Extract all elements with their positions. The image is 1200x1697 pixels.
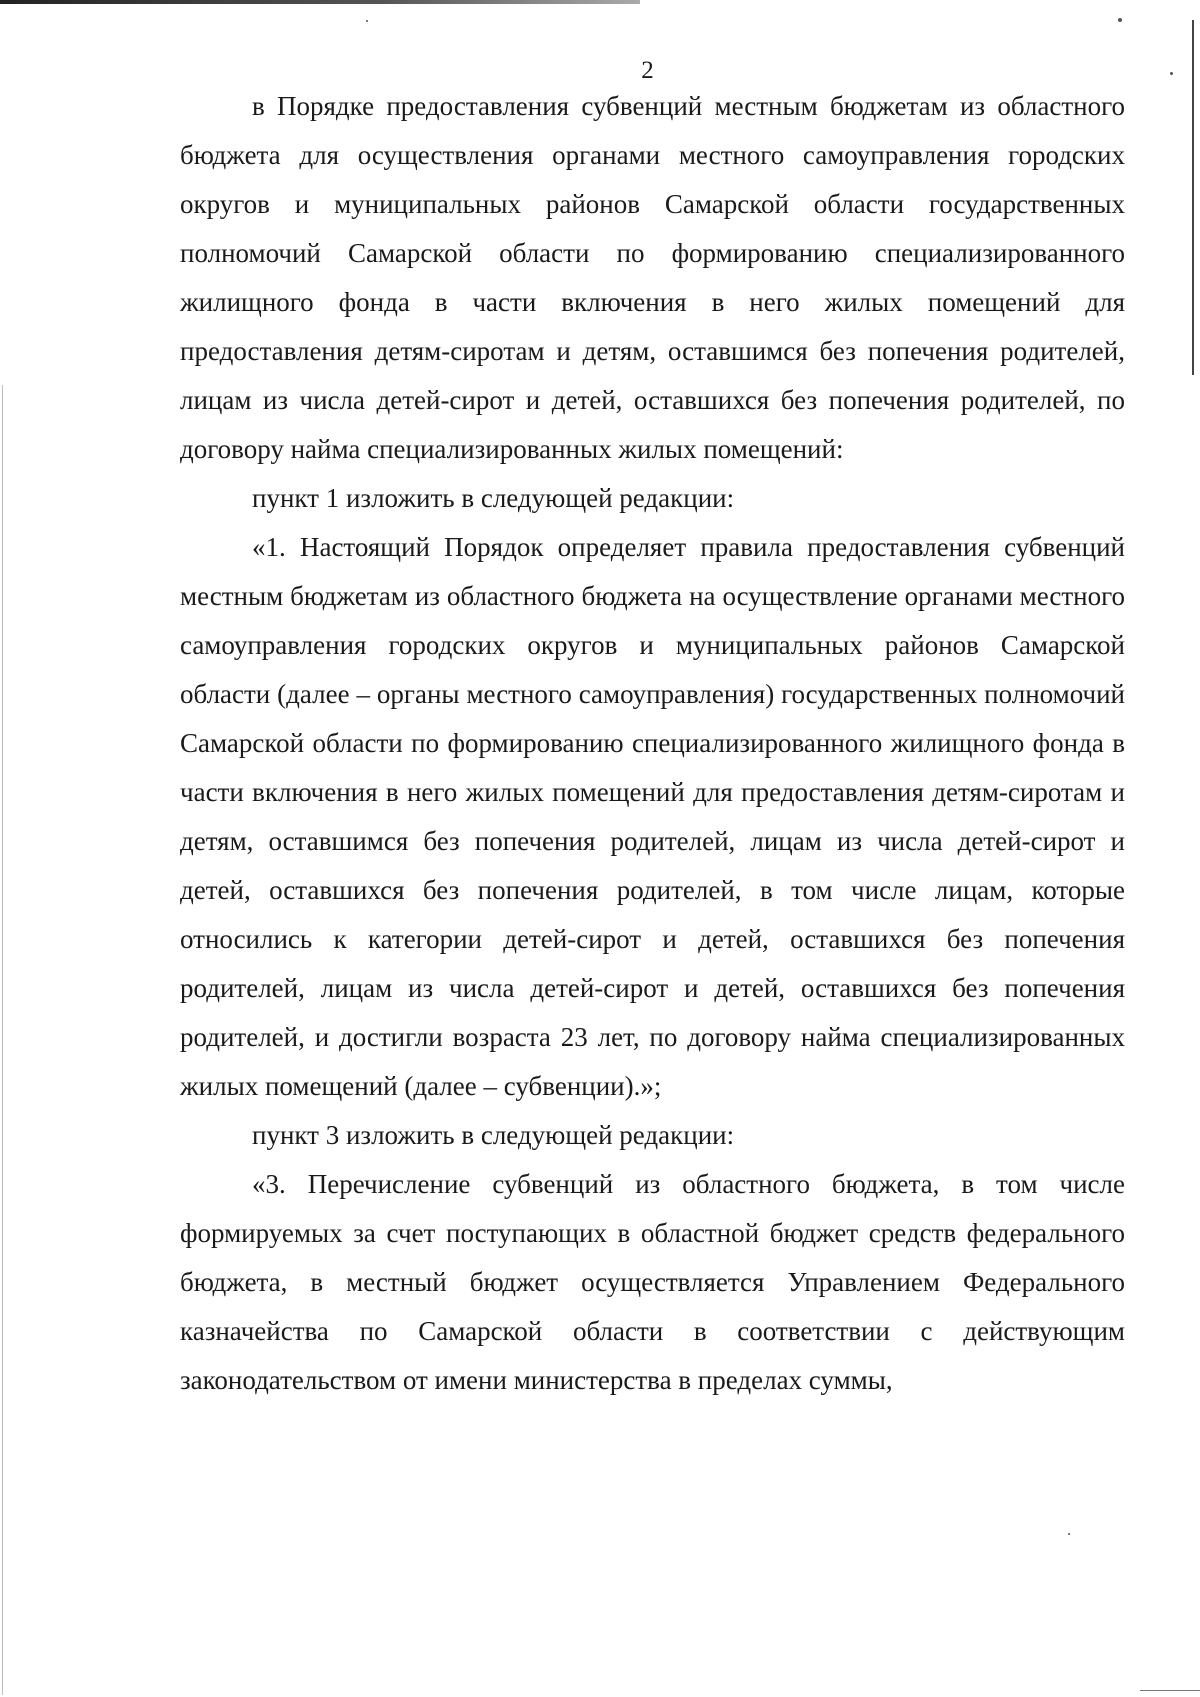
paragraph-intro: в Порядке предоставления субвенций местным бюджетам из областного бюджета для осуществления органами местного самоуправления городских округов и муниципальных районов Самарской области государственных полномочий Самарской области по формированию специализированного жилищного фонда в части включения в него жилых помещений для предоставления детям-сиротам и детям, оставшимся без попечения родителей, лицам из числа детей-сирот и детей, оставшихся без попечения родителей, по договору найма специализированных жилых помещений: (180, 91, 1125, 464)
paragraph-clause-1-text: «1. Настоящий Порядок определяет правила предоставления субвенций местным бюджетам из областного бюджета на осуществление органами местного самоуправления городских округов и муниципальных районов Самарской области (далее – органы местного самоуправления) государственных полномочий Самарской области по формированию специализированного жилищного фонда в части включения в него жилых помещений для предоставления детям-сиротам и детям, оставшимся без попечения родителей, лицам из числа детей-сирот и детей, оставшихся без попечения родителей, в том числе лицам, которые относились к категории детей-сирот и детей, оставшихся без попечения родителей, лицам из числа детей-сирот и детей, оставшихся без попечения родителей, и достигли возраста 23 лет, по договору найма специализированных жилых помещений (далее – субвенции).»; (180, 532, 1125, 1101)
scan-speck (366, 20, 368, 22)
scan-top-edge (0, 0, 640, 4)
scan-speck (1068, 1533, 1070, 1535)
scan-speck (1118, 18, 1122, 22)
scan-left-edge (2, 385, 3, 1695)
paragraph-clause-1-heading: пункт 1 изложить в следующей редакции: (252, 483, 735, 513)
document-body (180, 82, 1125, 1405)
page-number: 2 (641, 57, 654, 84)
scan-bottom-edge (1140, 1690, 1200, 1691)
paragraph-clause-3-heading: пункт 3 изложить в следующей редакции: (252, 1120, 735, 1150)
paragraph-clause-3-text: «3. Перечисление субвенций из областного бюджета, в том числе формируемых за счет поступающих в областной бюджет средств федерального бюджета, в местный бюджет осуществляется Управлением Федерального казначейства по Самарской области в соответствии с действующим законодательством от имени министерства в пределах суммы, (180, 1169, 1125, 1395)
